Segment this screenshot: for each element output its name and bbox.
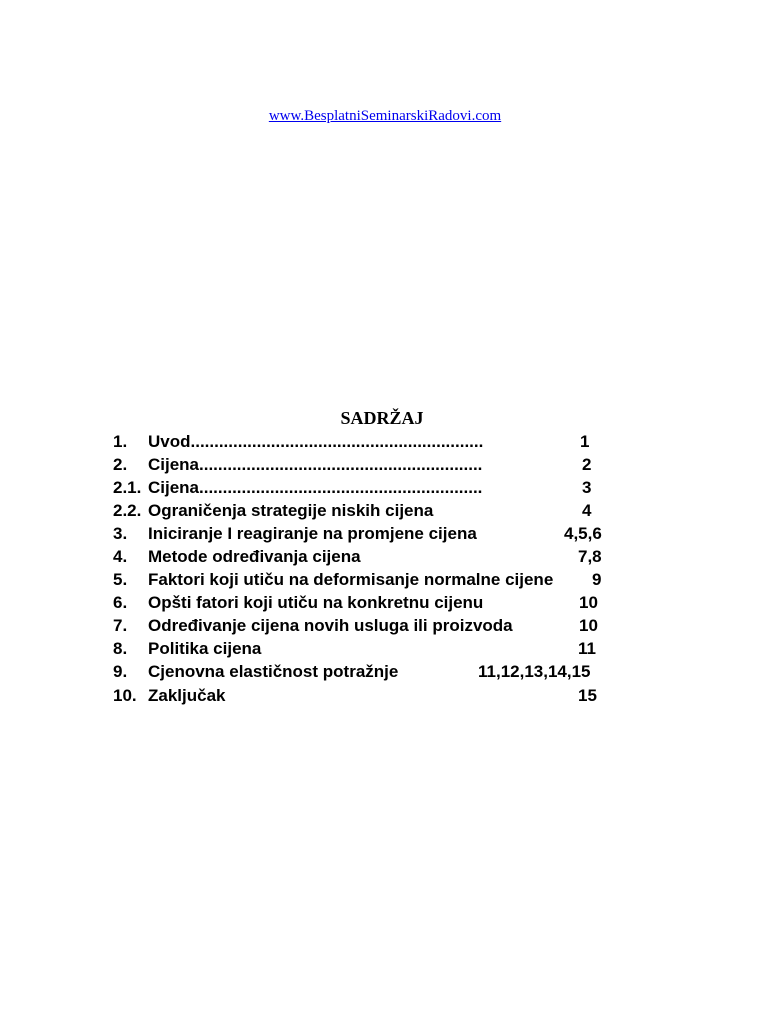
toc-entry-6 <box>0 593 768 616</box>
toc-entry-number: 6. <box>113 593 128 612</box>
toc-entry-number: 9. <box>113 662 128 681</box>
toc-entry-number: 4. <box>113 547 128 566</box>
toc-entry-number: 2.1. <box>113 478 142 497</box>
toc-entry-title: Politika cijena <box>148 639 262 658</box>
toc-entry-number: 2.2. <box>113 501 142 520</box>
toc-entry-2 <box>0 455 768 478</box>
toc-entry-8 <box>0 639 768 662</box>
toc-title: SADRŽAJ <box>340 408 424 428</box>
toc-entry-page: 1 <box>580 432 590 451</box>
website-link[interactable]: www.BesplatniSeminarskiRadovi.com <box>268 108 502 124</box>
toc-entry-page: 15 <box>578 686 597 705</box>
toc-entry-number: 2. <box>113 455 128 474</box>
toc-entry-page: 11,12,13,14,15 <box>478 662 591 681</box>
toc-entry-number: 8. <box>113 639 128 658</box>
toc-entry-2-1 <box>0 478 768 501</box>
toc-entry-number: 3. <box>113 524 128 543</box>
toc-entry-title: Cijena............................................................ <box>148 478 483 497</box>
toc-entry-number: 7. <box>113 616 128 635</box>
toc-entry-title: Cijena............................................................ <box>148 455 483 474</box>
toc-entry-page: 9 <box>592 570 602 589</box>
toc-entry-1 <box>0 432 768 455</box>
toc-entry-page: 11 <box>578 639 596 658</box>
toc-entry-number: 10. <box>113 686 137 705</box>
toc-entry-4 <box>0 547 768 570</box>
toc-entry-3 <box>0 524 768 547</box>
toc-entry-page: 3 <box>582 478 592 497</box>
toc-entry-title: Faktori koji utiču na deformisanje normalne cijene <box>148 570 554 589</box>
toc-entry-9 <box>0 662 768 685</box>
toc-entry-title: Uvod.............................................................. <box>148 432 484 451</box>
toc-entry-10 <box>0 686 768 709</box>
toc-entry-title: Određivanje cijena novih usluga ili proizvoda <box>148 616 513 635</box>
toc-entry-page: 10 <box>579 593 598 612</box>
toc-entry-number: 1. <box>113 432 128 451</box>
toc-entry-title: Ograničenja strategije niskih cijena <box>148 501 434 520</box>
toc-entry-page: 7,8 <box>578 547 602 566</box>
toc-entry-5 <box>0 570 768 593</box>
toc-entry-title: Zaključak <box>148 686 226 705</box>
toc-entry-title: Metode određivanja cijena <box>148 547 361 566</box>
toc-entry-title: Opšti fatori koji utiču na konkretnu cijenu <box>148 593 484 612</box>
toc-entry-7 <box>0 616 768 639</box>
toc-entry-page: 10 <box>579 616 598 635</box>
toc-entry-title: Iniciranje I reagiranje na promjene cijena <box>148 524 477 543</box>
toc-entry-2-2 <box>0 501 768 524</box>
toc-entry-title: Cjenovna elastičnost potražnje <box>148 662 399 681</box>
toc-entry-page: 4 <box>582 501 592 520</box>
toc-entry-number: 5. <box>113 570 128 589</box>
toc-entry-page: 2 <box>582 455 592 474</box>
toc-entry-page: 4,5,6 <box>564 524 602 543</box>
